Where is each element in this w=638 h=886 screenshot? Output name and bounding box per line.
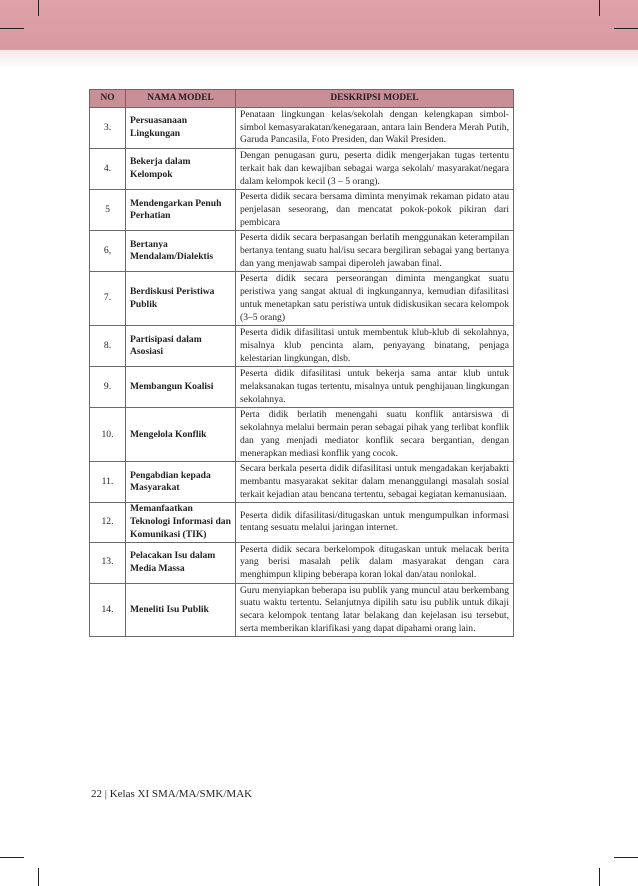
row-number: 5 <box>90 190 126 231</box>
header-band <box>0 0 638 50</box>
table-row <box>90 326 514 367</box>
row-number: 3. <box>90 108 126 149</box>
table-row <box>90 149 514 190</box>
header-fade <box>0 50 638 68</box>
table-row <box>90 462 514 503</box>
model-name: Partisipasi dalam Asosiasi <box>126 326 236 367</box>
model-name: Meneliti Isu Publik <box>126 583 236 637</box>
row-number: 9. <box>90 367 126 408</box>
crop-mark <box>614 857 638 858</box>
table-row <box>90 542 514 583</box>
model-table <box>89 89 514 637</box>
model-name: Pelacakan Isu dalam Media Massa <box>126 542 236 583</box>
header-desc: DESKRIPSI MODEL <box>236 90 514 108</box>
model-description: Perta didik berlatih menengahi suatu konflik antarsiswa di sekolahnya melalui bermain peran sebagai pihak yang terlibat konflik dan yang menjadi mediator konflik secara bergantian, dengan menerapkan mediasi konflik yang cocok. <box>236 408 514 462</box>
model-description: Peserta didik difasilitasi untuk membentuk klub-klub di sekolahnya, misalnya klub pencinta alam, penyayang binatang, penjaga kelestarian lingkungan, dlsb. <box>236 326 514 367</box>
row-number: 7. <box>90 272 126 326</box>
row-number: 13. <box>90 542 126 583</box>
row-number: 8. <box>90 326 126 367</box>
model-description: Dengan penugasan guru, peserta didik mengerjakan tugas tertentu terkait hak dan kewajiban sebagai warga sekolah/ masyarakat/negara dalam kelompok kecil (3 – 5 orang). <box>236 149 514 190</box>
model-name: Mengelola Konflik <box>126 408 236 462</box>
table-row <box>90 272 514 326</box>
header-no: NO <box>90 90 126 108</box>
table-row <box>90 108 514 149</box>
model-name: Memanfaatkan Teknologi Informasi dan Komunikasi (TIK) <box>126 503 236 542</box>
crop-mark <box>38 868 39 886</box>
model-description: Guru menyiapkan beberapa isu publik yang muncul atau berkembang suatu waktu tertentu. Selanjutnya dipilih satu isu publik untuk dikaji secara kelompok tentang latar belakang dan kejelasan isu tersebut, serta memberikan klarifikasi yang dapat dipahami orang lain. <box>236 583 514 637</box>
table-row <box>90 408 514 462</box>
row-number: 10. <box>90 408 126 462</box>
crop-mark <box>38 0 39 16</box>
model-description: Peserta didik secara perseorangan diminta mengangkat suatu peristiwa yang sangat aktual di ingkungannya, kemudian difasilitasi untuk menetapkan satu peristiwa untuk didiskusikan secara kelompok (3–5 orang) <box>236 272 514 326</box>
model-description: Secara berkala peserta didik difasilitasi untuk mengadakan kerjabakti membantu masyarakat sekitar dalam menanggulangi masalah sosial terkait kejadian atau bencana tertentu, sebagai kegiatan kemanusiaan. <box>236 462 514 503</box>
table-row <box>90 367 514 408</box>
model-description: Penataan lingkungan kelas/sekolah dengan kelengkapan simbol-simbol kemasyarakatan/kenegaraan, antara lain Bendera Merah Putih, Garuda Pancasila, Foto Presiden, dan Wakil Presiden. <box>236 108 514 149</box>
model-description: Peserta didik secara berpasangan berlatih menggunakan keterampilan bertanya tentang suatu hal/isu secara bergiliran sebagai yang bertanya dan yang menjawab sampai diperoleh jawaban final. <box>236 231 514 272</box>
table-row <box>90 583 514 637</box>
row-number: 12. <box>90 503 126 542</box>
crop-mark <box>599 868 600 886</box>
model-name: Pengabdian kepada Masyarakat <box>126 462 236 503</box>
header-name: NAMA MODEL <box>126 90 236 108</box>
crop-mark <box>0 28 24 29</box>
row-number: 4. <box>90 149 126 190</box>
crop-mark <box>0 857 24 858</box>
model-name: Bekerja dalam Kelompok <box>126 149 236 190</box>
table-row <box>90 190 514 231</box>
model-description: Peserta didik secara berkelompok ditugaskan untuk melacak berita yang berisi masalah pelik dalam masyarakat dengan cara menghimpun kliping beberapa koran lokal dan/atau nonlokal. <box>236 542 514 583</box>
model-description: Peserta didik difasilitasi/ditugaskan untuk mengumpulkan informasi tentang sesuatu melalui jaringan internet. <box>236 503 514 542</box>
model-name: Mendengarkan Penuh Perhatian <box>126 190 236 231</box>
row-number: 14. <box>90 583 126 637</box>
row-number: 6, <box>90 231 126 272</box>
page-footer: 22 | Kelas XI SMA/MA/SMK/MAK <box>91 788 253 800</box>
model-description: Peserta didik difasilitasi untuk bekerja sama antar klub untuk melaksanakan tugas tertentu, misalnya untuk penghijauan lingkungan sekolahnya. <box>236 367 514 408</box>
table-row <box>90 503 514 542</box>
table-row <box>90 231 514 272</box>
model-name: Bertanya Mendalam/Dialektis <box>126 231 236 272</box>
model-name: Persuasanaan Lingkungan <box>126 108 236 149</box>
model-description: Peserta didik secara bersama diminta menyimak rekaman pidato atau penjelasan seseorang, dan mencatat pokok-pokok pikiran dari pembicara <box>236 190 514 231</box>
model-name: Membangun Koalisi <box>126 367 236 408</box>
model-name: Berdiskusi Peristiwa Publik <box>126 272 236 326</box>
crop-mark <box>614 28 638 29</box>
model-table-container <box>89 89 513 637</box>
crop-mark <box>599 0 600 16</box>
table-header-row <box>90 90 514 108</box>
row-number: 11. <box>90 462 126 503</box>
